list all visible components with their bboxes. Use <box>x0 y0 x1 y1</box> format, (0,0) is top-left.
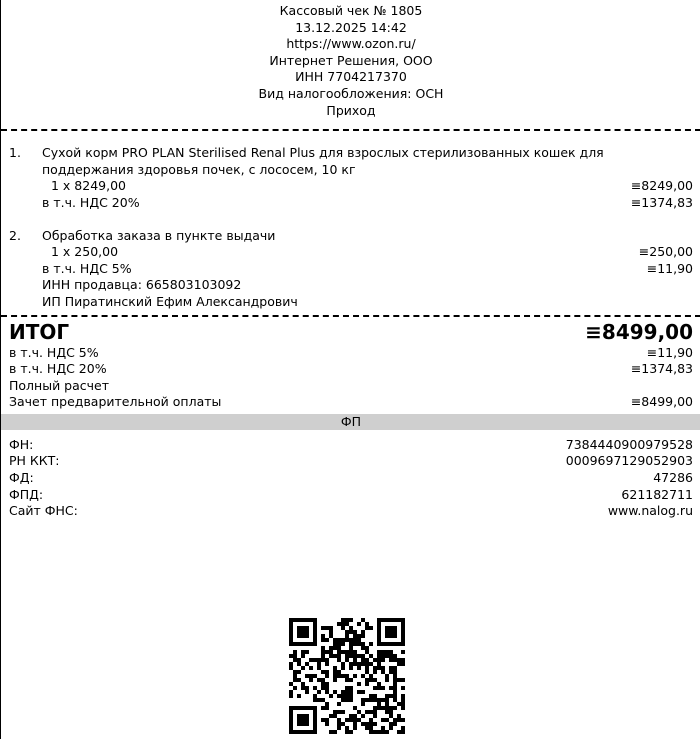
item-vat-sum: ≡1374,83 <box>630 194 693 210</box>
item-vat-sum: ≡11,90 <box>646 260 693 276</box>
vat20-value: ≡1374,83 <box>630 361 693 377</box>
item-sum: ≡250,00 <box>638 244 693 260</box>
operation-type: Приход <box>326 102 376 118</box>
payment-type: Полный расчет <box>9 377 109 393</box>
fiscal-section <box>1 430 700 520</box>
vat20-label: в т.ч. НДС 20% <box>9 361 107 377</box>
seller-inn: ИНН продавца: 665803103092 <box>42 277 242 293</box>
receipt-header <box>1 0 700 119</box>
item-name: Обработка заказа в пункте выдачи <box>42 227 276 243</box>
fns-site-label: Сайт ФНС: <box>9 503 78 519</box>
item-name: Сухой корм PRO PLAN Sterilised Renal Plus для взрослых стерилизованных кошек для <box>42 145 604 161</box>
fpd-label: ФПД: <box>9 486 44 502</box>
item-vat-label: в т.ч. НДС 20% <box>42 194 140 210</box>
fd-label: ФД: <box>9 470 34 486</box>
totals-section <box>1 317 700 411</box>
item-qty-price: 1 x 250,00 <box>51 244 119 260</box>
item-number: 2. <box>9 227 21 243</box>
item-sum: ≡8249,00 <box>630 178 693 194</box>
item-qty-price: 1 x 8249,00 <box>51 178 126 194</box>
company-name: Интернет Решения, ООО <box>269 52 433 68</box>
items-list <box>1 131 700 310</box>
qr-code-image <box>287 616 407 739</box>
prepay-value: ≡8499,00 <box>630 394 693 410</box>
rn-kkt-label: РН ККТ: <box>9 453 60 469</box>
fpd-value: 621182711 <box>621 486 693 502</box>
qr-code <box>287 616 407 739</box>
vat5-label: в т.ч. НДС 5% <box>9 344 99 360</box>
fp-bar: ФП <box>1 414 700 430</box>
fn-value: 7384440900979528 <box>565 436 693 452</box>
fns-site-value[interactable]: www.nalog.ru <box>607 503 693 519</box>
total-label: ИТОГ <box>9 319 70 344</box>
tax-system: Вид налогообложения: ОСН <box>258 85 444 101</box>
company-inn: ИНН 7704217370 <box>295 69 407 85</box>
fd-value: 47286 <box>653 470 693 486</box>
receipt-title: Кассовый чек № 1805 <box>279 3 423 18</box>
prepay-label: Зачет предварительной оплаты <box>9 394 222 410</box>
receipt-datetime: 13.12.2025 14:42 <box>295 19 407 35</box>
item-name-continued: поддержания здоровья почек, с лососем, 10 кг <box>42 161 356 177</box>
rn-kkt-value: 0009697129052903 <box>565 453 693 469</box>
fn-label: ФН: <box>9 436 34 452</box>
item-vat-label: в т.ч. НДС 5% <box>42 260 132 276</box>
company-url: https://www.ozon.ru/ <box>286 36 416 52</box>
item-number: 1. <box>9 145 21 161</box>
total-value: ≡8499,00 <box>585 319 693 344</box>
vat5-value: ≡11,90 <box>646 344 693 360</box>
list-item <box>9 228 693 311</box>
seller-name: ИП Пиратинский Ефим Александрович <box>42 293 298 309</box>
list-item <box>9 145 693 211</box>
